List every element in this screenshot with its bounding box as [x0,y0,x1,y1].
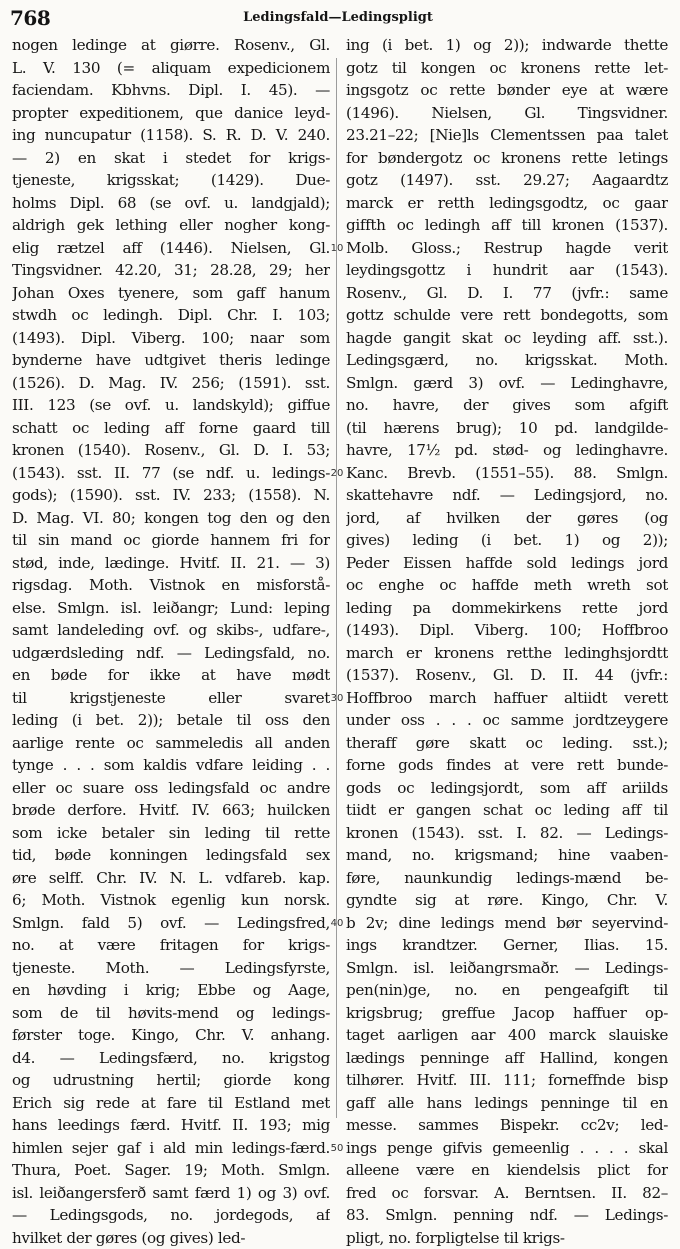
page-number: 768 [10,6,50,30]
left-column-line: (1493). Dipl. Viberg. 100; naar som [12,327,330,350]
right-column-line: hagde gangit skat oc leyding aff. sst.). [346,327,668,350]
left-column-line: Thura, Poet. Sager. 19; Moth. Smlgn. [12,1159,330,1182]
left-column-line: himlen sejer gaf i ald min ledings-færd. [12,1137,330,1160]
left-column-line: faciendam. Kbhvns. Dipl. I. 45). — [12,79,330,102]
right-column-line: b 2v; dine ledings mend bør seyervind- [346,912,668,935]
left-column-line: Smlgn. fald 5) ovf. — Ledingsfred, [12,912,330,935]
line-number: 40 [329,918,345,929]
left-column-line: elig rætzel aff (1446). Nielsen, Gl. [12,237,330,260]
left-column-line: udgærdsleding ndf. — Ledingsfald, no. [12,642,330,665]
right-column-line: mand, no. krigsmand; hine vaaben- [346,844,668,867]
left-column-line: ing nuncupatur (1158). S. R. D. V. 240. [12,124,330,147]
left-column-line: hvilket der gøres (og gives) led- [12,1227,330,1249]
right-column-line: gotz (1497). sst. 29.27; Aagaardtz [346,169,668,192]
right-column-line: messe. sammes Bispekr. cc2v; led- [346,1114,668,1137]
right-column-line: Hoffbroo march haffuer altiidt verett [346,687,668,710]
left-column-line: III. 123 (se ovf. u. landskyld); giffue [12,394,330,417]
left-column-line: Tingsvidner. 42.20, 31; 28.28, 29; her [12,259,330,282]
right-column-line: (1496). Nielsen, Gl. Tingsvidner. [346,102,668,125]
right-column-line: Smlgn. gærd 3) ovf. — Ledinghavre, [346,372,668,395]
right-column-line: tilhører. Hvitf. III. 111; forneffnde bisp [346,1069,668,1092]
left-column-line: gods); (1590). sst. IV. 233; (1558). N. [12,484,330,507]
left-column-line: som de til høvits-mend og ledings- [12,1002,330,1025]
left-column-line: isl. leiðangersferð samt færd 1) og 3) ovf. [12,1182,330,1205]
right-column-line: gyndte sig at røre. Kingo, Chr. V. [346,889,668,912]
running-head: Ledingsfald—Ledingspligt [10,10,666,25]
right-column-line: pen(nin)ge, no. en pengeafgift til [346,979,668,1002]
left-column-line: førster toge. Kingo, Chr. V. anhang. [12,1024,330,1047]
left-column-line: stwdh oc ledingh. Dipl. Chr. I. 103; [12,304,330,327]
right-column-line: jord, af hvilken der gøres (og [346,507,668,530]
left-column-line: else. Smlgn. isl. leiðangr; Lund: leping [12,597,330,620]
left-column-line: leding (i bet. 2)); betale til oss den [12,709,330,732]
right-column-line: under oss . . . oc samme jordtzeygere [346,709,668,732]
left-column-line: rigsdag. Moth. Vistnok en misforstå- [12,574,330,597]
left-column-line: til krigstjeneste eller svaret [12,687,330,710]
left-column-line: tjeneste. Moth. — Ledingsfyrste, [12,957,330,980]
right-column-line: gottz schulde vere rett bondegotts, som [346,304,668,327]
right-column-line: march er kronens retthe ledinghsjordtt [346,642,668,665]
right-column-line: tiidt er gangen schat oc leding aff til [346,799,668,822]
right-column-line: (1493). Dipl. Viberg. 100; Hoffbroo [346,619,668,642]
right-column-line: gaff alle hans ledings penninge til en [346,1092,668,1115]
right-column-line: gotz til kongen oc kronens rette let- [346,57,668,80]
right-column-line: Kanc. Brevb. (1551–55). 88. Smlgn. [346,462,668,485]
right-column-line: no. havre, der gives som afgift [346,394,668,417]
left-column-line: aldrigh gek lething eller nogher kong- [12,214,330,237]
left-column [12,34,330,1249]
right-column-line: (1537). Rosenv., Gl. D. II. 44 (jvfr.: [346,664,668,687]
right-column-line: 23.21–22; [Nie]ls Clementssen paa talet [346,124,668,147]
right-column-line: ings penge gifvis gemeenlig . . . . skal [346,1137,668,1160]
left-column-line: kronen (1540). Rosenv., Gl. D. I. 53; [12,439,330,462]
right-column-line: marck er retth ledingsgodtz, oc gaar [346,192,668,215]
left-column-line: stød, inde, lædinge. Hvitf. II. 21. — 3) [12,552,330,575]
column-divider [336,58,337,1118]
left-column-line: aarlige rente oc sammeledis all anden [12,732,330,755]
line-number: 30 [329,693,345,704]
right-column-line: ingsgotz oc rette bønder eye at wære [346,79,668,102]
left-column-line: tynge . . . som kaldis vdfare leiding . . [12,754,330,777]
left-column-line: hans leedings færd. Hvitf. II. 193; mig [12,1114,330,1137]
line-number: 10 [329,243,345,254]
left-column-line: 6; Moth. Vistnok egenlig kun norsk. [12,889,330,912]
right-column-line: Rosenv., Gl. D. I. 77 (jvfr.: same [346,282,668,305]
left-column-line: tjeneste, krigsskat; (1429). Due- [12,169,330,192]
right-column-line: forne gods findes at vere rett bunde- [346,754,668,777]
right-column-line: Molb. Gloss.; Restrup hagde verit [346,237,668,260]
right-column-line: ing (i bet. 1) og 2)); indwarde thette [346,34,668,57]
right-column-line: pligt, no. forpligtelse til krigs- [346,1227,668,1249]
right-column-line: 83. Smlgn. penning ndf. — Ledings- [346,1204,668,1227]
left-column-line: Erich sig rede at fare til Estland met [12,1092,330,1115]
right-column-line: (til hærens brug); 10 pd. landgilde- [346,417,668,440]
page-header [10,4,666,32]
left-column-line: eller oc suare oss ledingsfald oc andre [12,777,330,800]
right-column-line: ings krandtzer. Gerner, Ilias. 15. [346,934,668,957]
left-column-line: tid, bøde konningen ledingsfald sex [12,844,330,867]
right-column-line: leydingsgottz i hundrit aar (1543). [346,259,668,282]
right-column-line: havre, 17½ pd. stød- og ledinghavre. [346,439,668,462]
left-column-line: bynderne have udtgivet theris ledinge [12,349,330,372]
line-number: 50 [329,1143,345,1154]
left-column-line: (1543). sst. II. 77 (se ndf. u. ledings- [12,462,330,485]
left-column-line: samt landeleding ovf. og skibs-, udfare-, [12,619,330,642]
left-column-line: brøde derfore. Hvitf. IV. 663; huilcken [12,799,330,822]
right-column-line: føre, naunkundig ledings-mænd be- [346,867,668,890]
left-column-line: en bøde for ikke at have mødt [12,664,330,687]
left-column-line: (1526). D. Mag. IV. 256; (1591). sst. [12,372,330,395]
left-column-line: øre selff. Chr. IV. N. L. vdfareb. kap. [12,867,330,890]
left-column-line: — Ledingsgods, no. jordegods, af [12,1204,330,1227]
left-column-line: holms Dipl. 68 (se ovf. u. landgjald); [12,192,330,215]
right-column [346,34,668,1249]
left-column-line: no. at være fritagen for krigs- [12,934,330,957]
right-column-line: skattehavre ndf. — Ledingsjord, no. [346,484,668,507]
right-column-line: gives) leding (i bet. 1) og 2)); [346,529,668,552]
right-column-line: theraff gøre skatt oc leding. sst.); [346,732,668,755]
right-column-line: Smlgn. isl. leiðangrsmaðr. — Ledings- [346,957,668,980]
right-column-line: kronen (1543). sst. I. 82. — Ledings- [346,822,668,845]
left-column-line: — 2) en skat i stedet for krigs- [12,147,330,170]
left-column-line: L. V. 130 (= aliquam expedicionem [12,57,330,80]
left-column-line: schatt oc leding aff forne gaard till [12,417,330,440]
right-column-line: gods oc ledingsjordt, som aff ariilds [346,777,668,800]
left-column-line: til sin mand oc giorde hannem fri for [12,529,330,552]
right-column-line: giffth oc ledingh aff till kronen (1537). [346,214,668,237]
left-column-line: nogen ledinge at giørre. Rosenv., Gl. [12,34,330,57]
left-column-line: d4. — Ledingsfærd, no. krigstog [12,1047,330,1070]
left-column-line: og udrustning hertil; giorde kong [12,1069,330,1092]
right-column-line: for bøndergotz oc kronens rette letings [346,147,668,170]
right-column-line: fred oc forsvar. A. Berntsen. II. 82– [346,1182,668,1205]
right-column-line: oc enghe oc haffde meth wreth sot [346,574,668,597]
left-column-line: Johan Oxes tyenere, som gaff hanum [12,282,330,305]
right-column-line: lædings penninge aff Hallind, kongen [346,1047,668,1070]
right-column-line: Peder Eissen haffde sold ledings jord [346,552,668,575]
right-column-line: Ledingsgærd, no. krigsskat. Moth. [346,349,668,372]
right-column-line: leding pa dommekirkens rette jord [346,597,668,620]
left-column-line: propter expeditionem, que danice leyd- [12,102,330,125]
left-column-line: D. Mag. VI. 80; kongen tog den og den [12,507,330,530]
right-column-line: taget aarligen aar 400 marck slauiske [346,1024,668,1047]
left-column-line: en høvding i krig; Ebbe og Aage, [12,979,330,1002]
right-column-line: alleene være en kiendelsis plict for [346,1159,668,1182]
left-column-line: som icke betaler sin leding til rette [12,822,330,845]
line-number: 20 [329,468,345,479]
right-column-line: krigsbrug; greffue Jacop haffuer op- [346,1002,668,1025]
